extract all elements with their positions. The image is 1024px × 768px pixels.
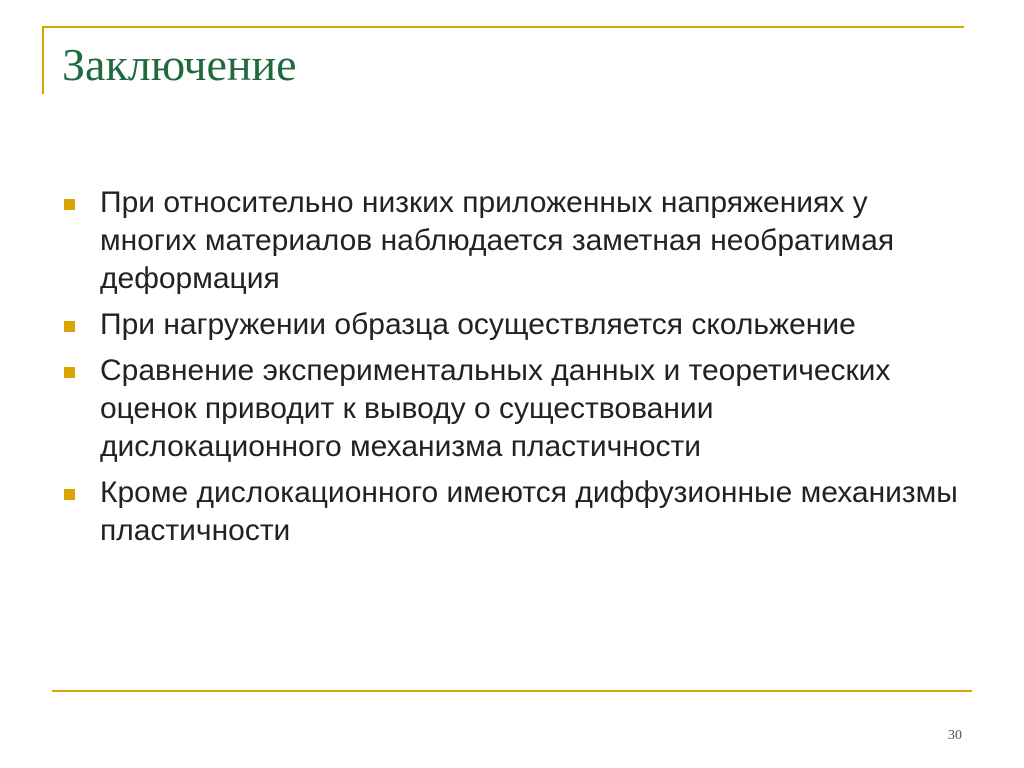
- bullet-item: [62, 474, 962, 550]
- bullet-list: [62, 184, 962, 558]
- frame-left-line: [42, 26, 44, 94]
- bullet-item: [62, 184, 962, 298]
- bullet-text: При нагружении образца осуществляется скольжение: [100, 308, 856, 341]
- bullet-item: [62, 306, 962, 344]
- page-number: 30: [948, 728, 962, 743]
- square-bullet-icon: [64, 199, 75, 210]
- bottom-divider: [52, 690, 972, 692]
- square-bullet-icon: [64, 321, 75, 332]
- bullet-text: Кроме дислокационного имеются диффузионные механизмы пластичности: [100, 476, 958, 547]
- bullet-text: При относительно низких приложенных напряжениях у многих материалов наблюдается заметная необратимая деформация: [100, 186, 895, 295]
- slide-title: Заключение: [62, 39, 297, 90]
- square-bullet-icon: [64, 489, 75, 500]
- bullet-item: [62, 352, 962, 466]
- square-bullet-icon: [64, 367, 75, 378]
- frame-top-line: [42, 26, 964, 28]
- bullet-text: Сравнение экспериментальных данных и теоретических оценок приводит к выводу о существовании дислокационного механизма пластичности: [100, 354, 891, 463]
